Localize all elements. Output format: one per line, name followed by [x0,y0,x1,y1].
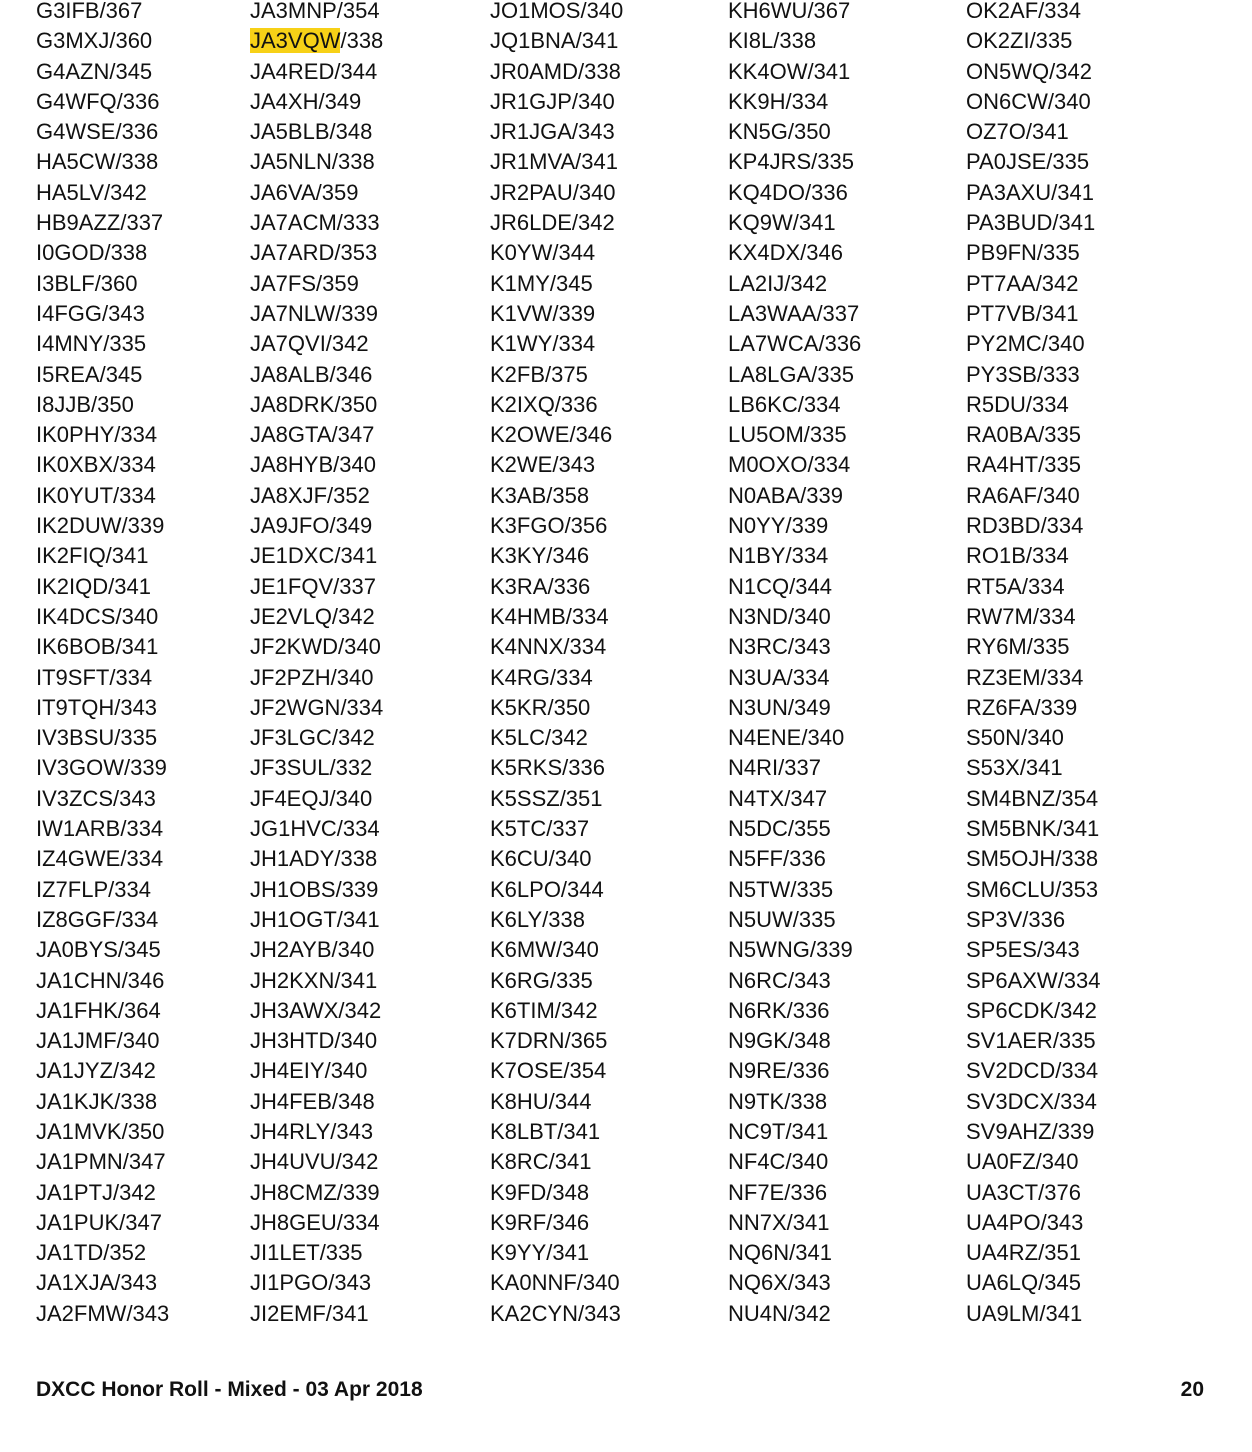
callsign-entry: OZ7O/341 [966,119,1069,145]
callsign-entry: JA7FS/359 [250,270,359,296]
callsign-entry: JA1PMN/347 [36,1149,166,1175]
callsign-entry: K3AB/358 [490,482,590,508]
callsign-entry: JG1HVC/334 [250,816,380,842]
callsign-entry: N5UW/335 [728,906,836,932]
callsign-entry: LB6KC/334 [728,391,841,417]
callsign-entry: I4MNY/335 [36,331,147,357]
callsign-entry: K2FB/375 [490,361,588,387]
callsign-entry: JF3LGC/342 [250,725,375,751]
callsign-entry: PT7VB/341 [966,300,1079,326]
callsign-entry: NF7E/336 [728,1179,828,1205]
callsign-entry: I5REA/345 [36,361,143,387]
callsign-entry: RA0BA/335 [966,422,1081,448]
callsign-entry: N3UA/334 [728,664,830,690]
callsign-entry: JR6LDE/342 [490,210,615,236]
callsign-entry: K6TIM/342 [490,997,598,1023]
callsign-entry: K9FD/348 [490,1179,590,1205]
callsign-entry: SV3DCX/334 [966,1088,1097,1114]
callsign-entry: KQ9W/341 [728,210,836,236]
callsign-entry: PT7AA/342 [966,270,1079,296]
callsign-entry: PA0JSE/335 [966,149,1090,175]
callsign-entry: K4HMB/334 [490,603,609,629]
callsign-entry: SM5OJH/338 [966,846,1099,872]
callsign-entry: UA4PO/343 [966,1209,1084,1235]
callsign-entry: LA7WCA/336 [728,331,862,357]
callsign-entry: UA0FZ/340 [966,1149,1079,1175]
callsign-entry: LU5OM/335 [728,422,847,448]
callsign-entry: K3RA/336 [490,573,591,599]
callsign-entry: R5DU/334 [966,391,1069,417]
callsign-entry: RT5A/334 [966,573,1065,599]
callsign-entry: K5KR/350 [490,694,591,720]
callsign-entry: JA7ACM/333 [250,210,380,236]
callsign-entry: JE1FQV/337 [250,573,376,599]
callsign-entry: NU4N/342 [728,1300,831,1326]
callsign-entry: PB9FN/335 [966,240,1080,266]
callsign-column-2 [250,0,383,1329]
callsign-entry: JA7NLW/339 [250,300,378,326]
callsign-entry: N5WNG/339 [728,937,853,963]
callsign-entry: K8RC/341 [490,1149,592,1175]
callsign-entry: SM6CLU/353 [966,876,1099,902]
callsign-entry: JH4UVU/342 [250,1149,379,1175]
callsign-entry: IW1ARB/334 [36,816,164,842]
callsign-entry: RA6AF/340 [966,482,1080,508]
callsign-entry: JE1DXC/341 [250,543,378,569]
callsign-entry: N0ABA/339 [728,482,843,508]
callsign-entry: KH6WU/367 [728,0,851,23]
callsign-entry: KQ4DO/336 [728,179,848,205]
callsign-entry: N0YY/339 [728,513,829,539]
callsign-entry: JI2EMF/341 [250,1300,369,1326]
callsign-entry: HB9AZZ/337 [36,210,164,236]
callsign-entry: N1CQ/344 [728,573,832,599]
callsign-entry: JA8XJF/352 [250,482,370,508]
callsign-entry: JE2VLQ/342 [250,603,375,629]
callsign-entry: K9RF/346 [490,1209,590,1235]
callsign-entry: IK0PHY/334 [36,422,158,448]
callsign-entry: JH8GEU/334 [250,1209,380,1235]
callsign-entry: LA8LGA/335 [728,361,854,387]
callsign-entry: K1VW/339 [490,300,596,326]
callsign-entry: K6MW/340 [490,937,599,963]
callsign-entry: ON6CW/340 [966,88,1091,114]
callsign-entry: N4ENE/340 [728,725,845,751]
callsign-entry: KX4DX/346 [728,240,843,266]
callsign-entry: NC9T/341 [728,1118,829,1144]
callsign-entry: JA4XH/349 [250,88,362,114]
callsign-entry: N1BY/334 [728,543,829,569]
callsign-entry: K3FGO/356 [490,513,608,539]
callsign-entry: UA9LM/341 [966,1300,1083,1326]
callsign-entry: JA7ARD/353 [250,240,378,266]
callsign-column-1 [36,0,169,1329]
callsign-entry: SM5BNK/341 [966,816,1100,842]
callsign-entry: KK9H/334 [728,88,829,114]
footer-title: DXCC Honor Roll - Mixed - 03 Apr 2018 [36,1378,423,1401]
callsign-entry: SP5ES/343 [966,937,1080,963]
callsign-entry: IT9SFT/334 [36,664,153,690]
callsign-entry: I0GOD/338 [36,240,148,266]
callsign-entry: G3MXJ/360 [36,28,153,54]
callsign-entry: UA6LQ/345 [966,1270,1081,1296]
callsign-entry: JA8HYB/340 [250,452,376,478]
callsign-entry: JR1JGA/343 [490,119,615,145]
callsign-entry: ON5WQ/342 [966,58,1092,84]
callsign-entry: G4WSE/336 [36,119,159,145]
callsign-entry: IK2DUW/339 [36,513,165,539]
callsign-entry: JA8ALB/346 [250,361,373,387]
callsign-entry: G4AZN/345 [36,58,153,84]
callsign-entry: JA1FHK/364 [36,997,161,1023]
callsign-entry: IK4DCS/340 [36,603,159,629]
callsign-entry: JA1XJA/343 [36,1270,158,1296]
callsign-entry: IV3BSU/335 [36,725,158,751]
callsign-entry: K5LC/342 [490,725,588,751]
callsign-column-3 [490,0,623,1329]
callsign-entry: NN7X/341 [728,1209,830,1235]
callsign-entry: SV2DCD/334 [966,1058,1099,1084]
callsign-entry: JR2PAU/340 [490,179,616,205]
callsign-entry: JH8CMZ/339 [250,1179,380,1205]
callsign-entry: JA1MVK/350 [36,1118,165,1144]
callsign-entry: SP3V/336 [966,906,1066,932]
callsign-entry: K5SSZ/351 [490,785,603,811]
callsign-entry: JH4EIY/340 [250,1058,368,1084]
callsign-entry: I3BLF/360 [36,270,138,296]
callsign-entry: IT9TQH/343 [36,694,158,720]
callsign-entry: HA5LV/342 [36,179,147,205]
callsign-entry: K2WE/343 [490,452,596,478]
callsign-entry: RY6M/335 [966,634,1070,660]
callsign-entry: KI8L/338 [728,28,817,54]
callsign-entry: PY2MC/340 [966,331,1085,357]
callsign-entry: K1WY/334 [490,331,596,357]
callsign-entry: N6RC/343 [728,967,831,993]
callsign-entry: JF3SUL/332 [250,755,373,781]
callsign-entry: JA5BLB/348 [250,119,373,145]
callsign-entry: KK4OW/341 [728,58,851,84]
callsign-entry: N9GK/348 [728,1028,831,1054]
callsign-entry: N5DC/355 [728,816,831,842]
callsign-column-5 [966,0,1101,1329]
callsign-entry: N3RC/343 [728,634,831,660]
callsign-entry: K7OSE/354 [490,1058,607,1084]
callsign-entry: SV1AER/335 [966,1028,1096,1054]
callsign-entry: JF2WGN/334 [250,694,384,720]
callsign-entry: JA1KJK/338 [36,1088,158,1114]
callsign-entry: SP6AXW/334 [966,967,1101,993]
callsign-entry: IZ4GWE/334 [36,846,164,872]
callsign-entry: IK2IQD/341 [36,573,151,599]
callsign-entry: HA5CW/338 [36,149,159,175]
callsign-entry: K2IXQ/336 [490,391,598,417]
callsign-entry: JA1JMF/340 [36,1028,160,1054]
callsign-entry: S53X/341 [966,755,1063,781]
callsign-entry: S50N/340 [966,725,1064,751]
callsign-entry: JA2FMW/343 [36,1300,170,1326]
callsign-entry: RO1B/334 [966,543,1069,569]
page-number: 20 [1180,1378,1204,1401]
callsign-entry: JF2PZH/340 [250,664,374,690]
callsign-entry: K4NNX/334 [490,634,607,660]
callsign-entry: JA1TD/352 [36,1240,147,1266]
callsign-entry: KN5G/350 [728,119,831,145]
callsign-entry: JA1CHN/346 [36,967,165,993]
callsign-entry: JH4RLY/343 [250,1118,374,1144]
callsign-entry: RW7M/334 [966,603,1076,629]
callsign-entry: K4RG/334 [490,664,593,690]
callsign-entry: RD3BD/334 [966,513,1084,539]
callsign-entry: JF4EQJ/340 [250,785,373,811]
callsign-entry: IK2FIQ/341 [36,543,149,569]
callsign-entry: JH2AYB/340 [250,937,375,963]
callsign-entry: N6RK/336 [728,997,830,1023]
callsign-entry: N3UN/349 [728,694,831,720]
callsign-entry: PA3BUD/341 [966,210,1096,236]
callsign-entry: OK2ZI/335 [966,28,1073,54]
callsign-entry: JI1PGO/343 [250,1270,372,1296]
callsign-entry: RZ6FA/339 [966,694,1078,720]
highlighted-callsign: JA3VQW [250,28,341,54]
callsign-entry: IK0XBX/334 [36,452,156,478]
callsign-entry: K6LPO/344 [490,876,604,902]
callsign-entry: IZ8GGF/334 [36,906,159,932]
callsign-entry: RA4HT/335 [966,452,1081,478]
callsign-entry: JH3AWX/342 [250,997,382,1023]
callsign-entry: IV3GOW/339 [36,755,167,781]
callsign-entry: JH3HTD/340 [250,1028,378,1054]
callsign-entry: NF4C/340 [728,1149,829,1175]
callsign-entry: N5FF/336 [728,846,826,872]
callsign-entry: K9YY/341 [490,1240,590,1266]
callsign-entry: K5RKS/336 [490,755,605,781]
callsign-entry: N4TX/347 [728,785,828,811]
callsign-entry: K0YW/344 [490,240,596,266]
callsign-entry: UA4RZ/351 [966,1240,1081,1266]
callsign-entry: JA8DRK/350 [250,391,378,417]
callsign-entry: K1MY/345 [490,270,593,296]
callsign-entry: K2OWE/346 [490,422,613,448]
callsign-entry: IK0YUT/334 [36,482,156,508]
callsign-entry: IK6BOB/341 [36,634,159,660]
callsign-entry: K3KY/346 [490,543,590,569]
callsign-entry: I8JJB/350 [36,391,134,417]
callsign-entry: JA1PUK/347 [36,1209,162,1235]
callsign-entry: OK2AF/334 [966,0,1081,23]
callsign-entry: JA8GTA/347 [250,422,375,448]
callsign-entry: KA2CYN/343 [490,1300,621,1326]
callsign-entry: SV9AHZ/339 [966,1118,1095,1144]
callsign-entry: UA3CT/376 [966,1179,1081,1205]
callsign-entry: SM4BNZ/354 [966,785,1099,811]
callsign-entry: JA1PTJ/342 [36,1179,156,1205]
callsign-entry: JQ1BNA/341 [490,28,619,54]
callsign-entry: N9TK/338 [728,1088,828,1114]
callsign-entry: JH1ADY/338 [250,846,378,872]
callsign-entry: SP6CDK/342 [966,997,1097,1023]
callsign-entry: LA2IJ/342 [728,270,828,296]
callsign-entry: JA9JFO/349 [250,513,373,539]
callsign-entry: K6RG/335 [490,967,593,993]
callsign-entry: JR1MVA/341 [490,149,618,175]
callsign-entry: IV3ZCS/343 [36,785,156,811]
callsign-entry: G3IFB/367 [36,0,143,23]
callsign-entry: JI1LET/335 [250,1240,363,1266]
callsign-entry: K6LY/338 [490,906,586,932]
callsign-entry: I4FGG/343 [36,300,145,326]
callsign-entry: NQ6X/343 [728,1270,831,1296]
callsign-entry: K5TC/337 [490,816,590,842]
callsign-entry: JA0BYS/345 [36,937,161,963]
callsign-entry: NQ6N/341 [728,1240,832,1266]
callsign-entry: JF2KWD/340 [250,634,381,660]
callsign-entry: JR0AMD/338 [490,58,621,84]
callsign-entry: JA1JYZ/342 [36,1058,156,1084]
callsign-entry: N3ND/340 [728,603,831,629]
callsign-entry: JA4RED/344 [250,58,378,84]
callsign-entry: JA6VA/359 [250,179,359,205]
callsign-entry: K8LBT/341 [490,1118,601,1144]
callsign-entry: N5TW/335 [728,876,834,902]
callsign-entry: JH1OGT/341 [250,906,380,932]
callsign-entry: JH4FEB/348 [250,1088,375,1114]
callsign-entry: JH1OBS/339 [250,876,379,902]
callsign-entry: JO1MOS/340 [490,0,624,23]
callsign-entry: N9RE/336 [728,1058,830,1084]
callsign-entry [250,26,383,56]
callsign-entry: PY3SB/333 [966,361,1080,387]
callsign-entry: JA3MNP/354 [250,0,380,23]
callsign-entry: JH2KXN/341 [250,967,378,993]
callsign-entry: K7DRN/365 [490,1028,608,1054]
callsign-entry: PA3AXU/341 [966,179,1095,205]
callsign-entry: K8HU/344 [490,1088,592,1114]
callsign-entry: K6CU/340 [490,846,592,872]
callsign-entry: G4WFQ/336 [36,88,160,114]
callsign-column-4 [728,0,861,1329]
callsign-entry: KA0NNF/340 [490,1270,620,1296]
callsign-entry: JA7QVI/342 [250,331,369,357]
callsign-entry: N4RI/337 [728,755,821,781]
callsign-entry: IZ7FLP/334 [36,876,151,902]
callsign-entry: JR1GJP/340 [490,88,615,114]
callsign-entry: KP4JRS/335 [728,149,854,175]
entity-count: /338 [340,28,384,54]
callsign-entry: JA5NLN/338 [250,149,375,175]
callsign-entry: LA3WAA/337 [728,300,860,326]
callsign-entry: RZ3EM/334 [966,664,1084,690]
callsign-entry: M0OXO/334 [728,452,851,478]
